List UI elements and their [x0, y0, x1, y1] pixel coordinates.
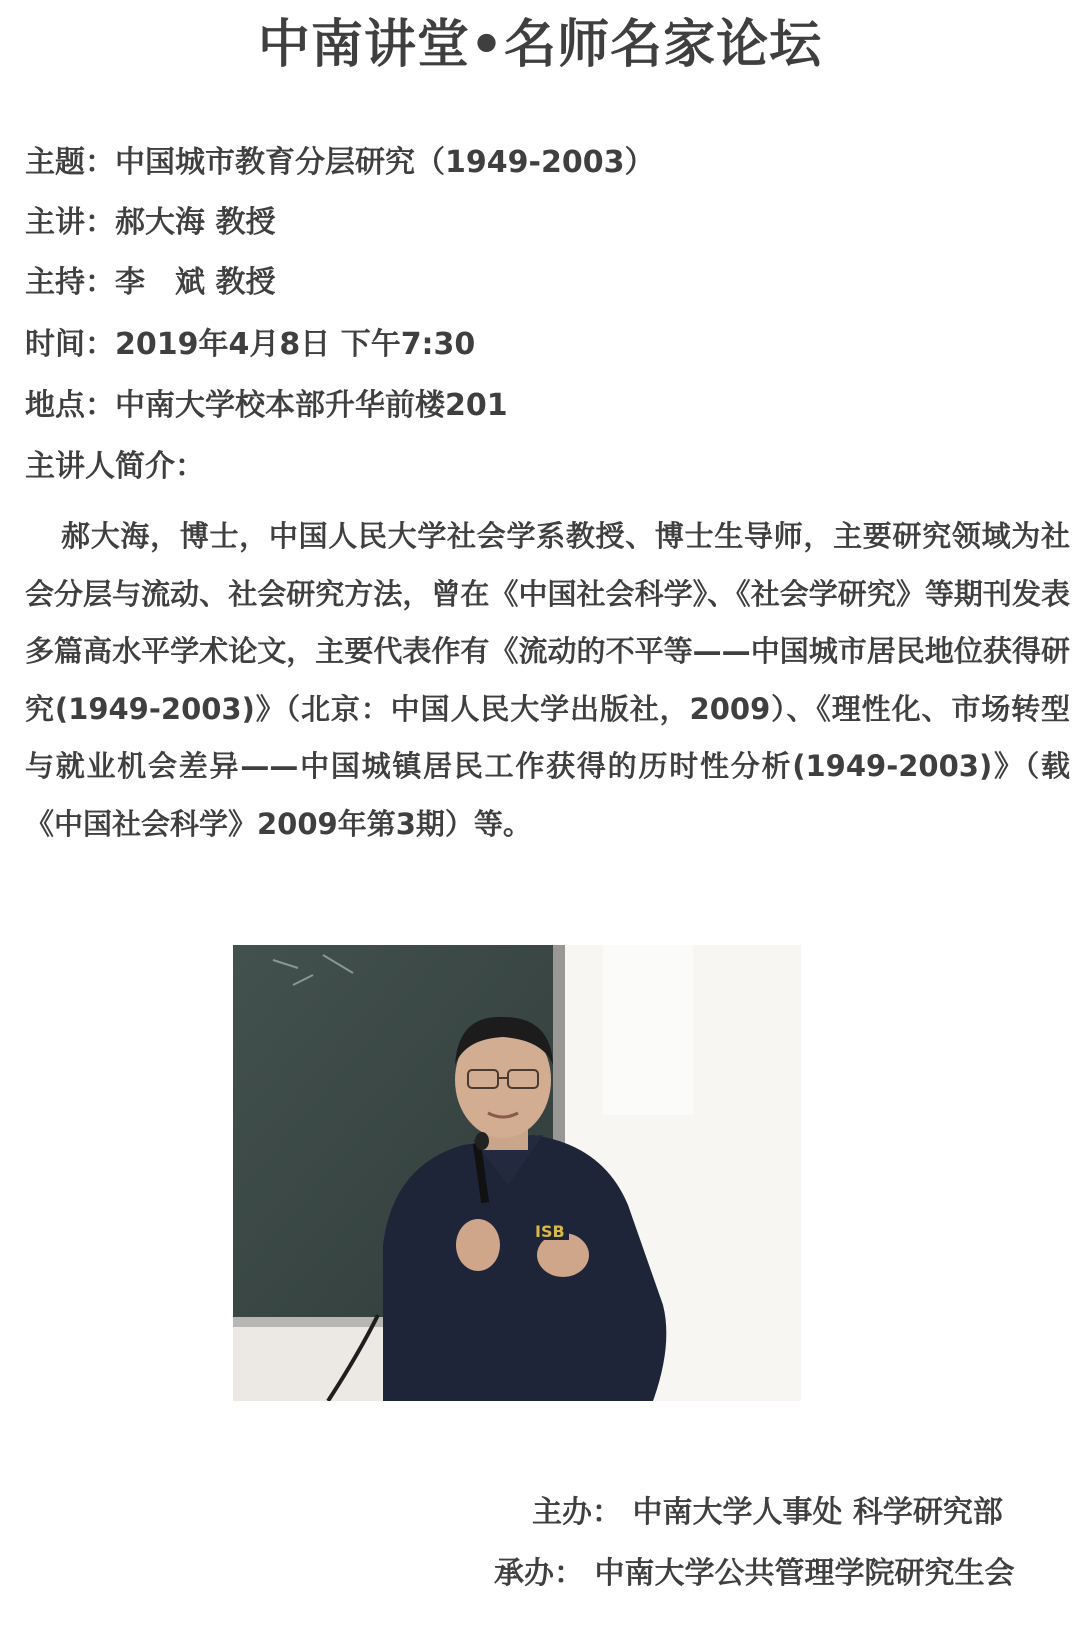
host-line	[25, 263, 1065, 303]
speaker-label: 主讲：	[25, 205, 115, 240]
speaker-value: 郝大海 教授	[115, 205, 276, 240]
host-organizer-line	[532, 1493, 1003, 1533]
speaker-bio: 郝大海，博士，中国人民大学社会学系教授、博士生导师，主要研究领域为社会分层与流动、社会研究方法，曾在《中国社会科学》、《社会学研究》等期刊发表多篇高水平学术论文，主要代表作有《流动的不平等——中国城市居民地位获得研究(1949-2003)》（北京：中国人民大学出版社，2009）、《理性化、市场转型与就业机会差异——中国城镇居民工作获得的历时性分析(1949-2003)》（载《中国社会科学》2009年第3期）等。	[25, 519, 1070, 841]
host-organizer-label: 主办：	[532, 1495, 622, 1530]
topic-line	[25, 143, 1065, 183]
co-organizer-value: 中南大学公共管理学院研究生会	[594, 1556, 1015, 1591]
jacket-badge: ISB	[535, 1222, 565, 1241]
topic-value: 中国城市教育分层研究（1949-2003）	[115, 145, 655, 180]
speaker-photo	[233, 945, 801, 1401]
co-organizer-line	[494, 1554, 1014, 1594]
time-label: 时间：	[25, 327, 115, 362]
place-line	[25, 386, 1065, 426]
topic-label: 主题：	[25, 145, 115, 180]
page-title: 中南讲堂•名师名家论坛	[257, 15, 823, 75]
time-value: 2019年4月8日 下午7:30	[115, 327, 476, 362]
time-line	[25, 325, 1065, 365]
host-organizer-value: 中南大学人事处 科学研究部	[632, 1495, 1003, 1530]
bio-heading: 主讲人简介：	[25, 449, 205, 484]
host-value: 李 斌 教授	[115, 265, 276, 300]
place-label: 地点：	[25, 388, 115, 423]
host-label: 主持：	[25, 265, 115, 300]
co-organizer-label: 承办：	[494, 1556, 584, 1591]
speaker-line	[25, 203, 1065, 243]
place-value: 中南大学校本部升华前楼201	[115, 388, 508, 423]
